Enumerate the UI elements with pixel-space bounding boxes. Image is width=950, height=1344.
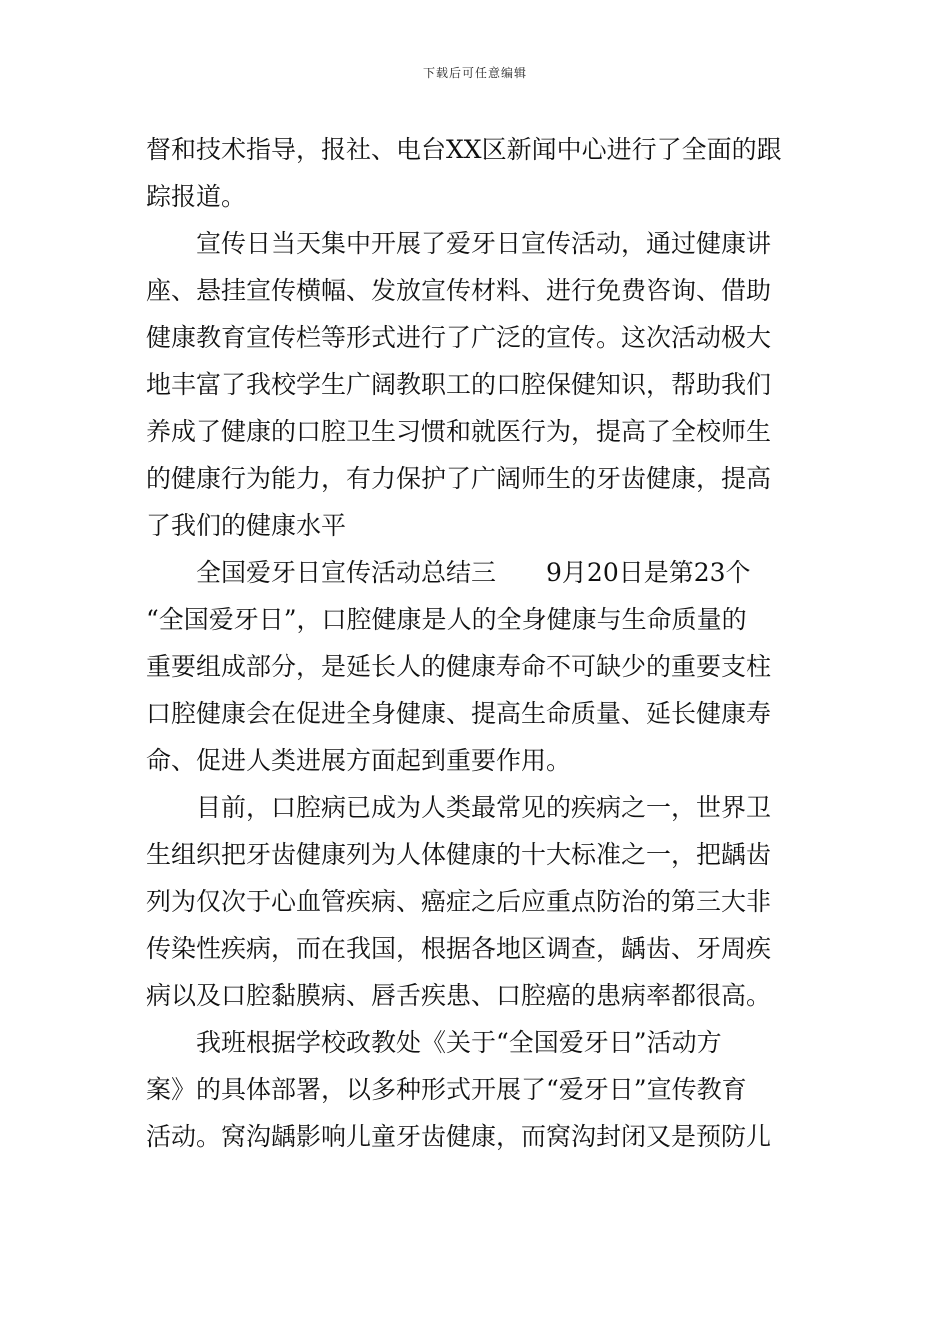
text-line: 案》的具体部署，以多种形式开展了“爱牙日”宣传教育 — [146, 1075, 747, 1104]
text-line: 健康教育宣传栏等形式进行了广泛的宣传。这次活动极大 — [146, 323, 772, 352]
text-line: 督和技术指导，报社、电台XX区新闻中心进行了全面的跟 — [146, 135, 782, 164]
text-line: 传染性疾病，而在我国，根据各地区调查，龋齿、牙周疾 — [146, 934, 772, 963]
text-line: 病以及口腔黏膜病、唇舌疾患、口腔癌的患病率都很高。 — [146, 981, 772, 1010]
text-line: 重要组成部分，是延长人的健康寿命不可缺少的重要支柱 — [146, 652, 772, 681]
text-line: 踪报道。 — [146, 182, 247, 211]
text-line: 座、悬挂宣传横幅、发放宣传材料、进行免费咨询、借助 — [146, 276, 772, 305]
text-line: 养成了健康的口腔卫生习惯和就医行为，提高了全校师生 — [146, 417, 772, 446]
page-header: 下载后可任意编辑 — [422, 66, 527, 80]
text-line: 口腔健康会在促进全身健康、提高生命质量、延长健康寿 — [146, 699, 772, 728]
text-line: 命、促进人类进展方面起到重要作用。 — [146, 746, 572, 775]
text-line: 活动。窝沟龋影响儿童牙齿健康，而窝沟封闭又是预防儿 — [146, 1122, 772, 1151]
text-line: 地丰富了我校学生广阔教职工的口腔保健知识，帮助我们 — [146, 370, 772, 399]
text-line: 的健康行为能力，有力保护了广阔师生的牙齿健康，提高 — [146, 464, 772, 493]
text-line: 列为仅次于心血管疾病、癌症之后应重点防治的第三大非 — [146, 887, 772, 916]
text-line: 宣传日当天集中开展了爱牙日宣传活动，通过健康讲 — [146, 229, 772, 258]
text-line: 了我们的健康水平 — [146, 511, 347, 540]
text-line: 我班根据学校政教处《关于“全国爱牙日”活动方 — [146, 1028, 722, 1057]
text-line: 目前，口腔病已成为人类最常见的疾病之一，世界卫 — [146, 793, 772, 822]
text-line: 全国爱牙日宣传活动总结三 9月20日是第23个 — [146, 558, 751, 587]
text-line: 生组织把牙齿健康列为人体健康的十大标准之一，把龋齿 — [146, 840, 772, 869]
text-line: “全国爱牙日”，口腔健康是人的全身健康与生命质量的 — [146, 605, 747, 634]
document-body — [146, 126, 808, 1160]
